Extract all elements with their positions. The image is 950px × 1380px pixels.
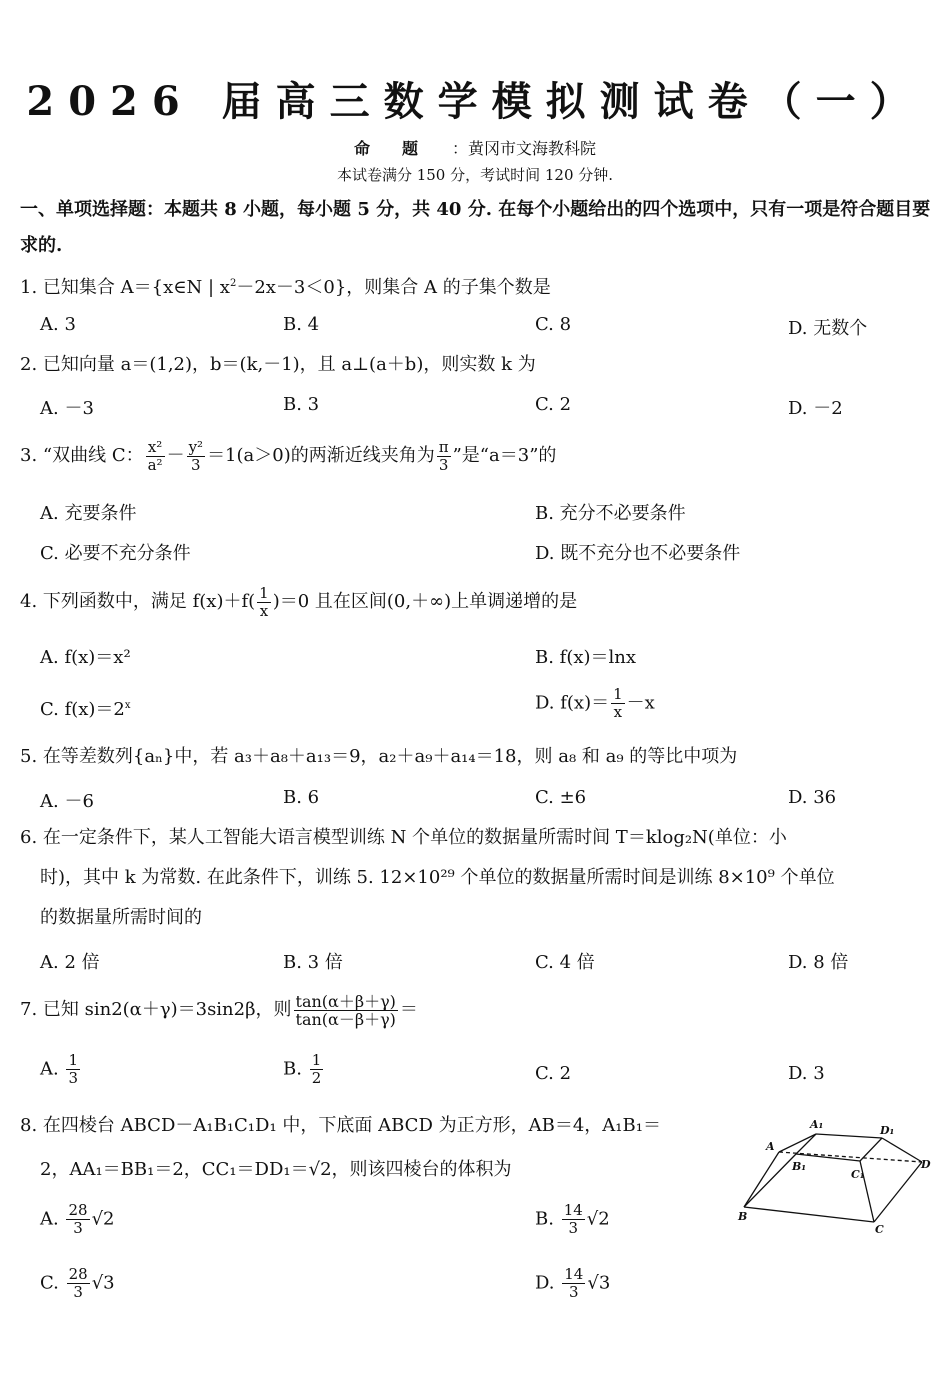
q4-stem-b: )＝0 且在区间(0,＋∞)上单调递增的是 xyxy=(272,591,578,612)
q1-stem-a: 1. 已知集合 A＝{x∈N | x xyxy=(20,277,230,298)
q6-option-c: C. 4 倍 xyxy=(535,952,595,973)
edge-B1B xyxy=(744,1154,796,1207)
edge-A1D1 xyxy=(816,1134,882,1138)
q7-frac: $\frac{\tan(\alpha+\beta+\gamma)}{\tan(\alpha-\beta+\gamma)}$ xyxy=(295,991,396,1029)
q2-option-a: A. －3 xyxy=(40,398,94,419)
question-8-line-1: 8. 在四棱台 ABCD－A₁B₁C₁D₁ 中，下底面 ABCD 为正方形，AB＝4，A₁B₁＝ xyxy=(20,1115,661,1136)
label-A1: A₁ xyxy=(810,1118,824,1131)
q4-frac: $\frac{1}{x}$ xyxy=(259,583,269,620)
q3-minus: － xyxy=(166,445,185,466)
q6-option-a: A. 2 倍 xyxy=(40,952,100,973)
q3-option-c: C. 必要不充分条件 xyxy=(40,543,191,564)
q1-option-b: B. 4 xyxy=(283,314,320,335)
q3-option-a: A. 充要条件 xyxy=(40,503,137,524)
q7-option-c: C. 2 xyxy=(535,1063,572,1084)
q3-frac-3: $\frac{\pi}{3}$ xyxy=(438,437,449,474)
q7-stem-b: ＝ xyxy=(399,999,418,1020)
q3-stem-b: ＝1(a＞0)的两渐近线夹角为 xyxy=(207,445,435,466)
label-D1: D₁ xyxy=(880,1124,895,1137)
question-2: 2. 已知向量 a＝(1,2)，b＝(k,－1)，且 a⊥(a＋b)，则实数 k 为 xyxy=(20,354,536,375)
q4-option-b: B. f(x)＝lnx xyxy=(535,647,637,668)
q6-option-d: D. 8 倍 xyxy=(788,952,849,973)
q1-option-a: A. 3 xyxy=(40,314,76,335)
author-label: 命 题 xyxy=(353,139,418,158)
q7-option-b: B. $\frac{1}{2}$ xyxy=(283,1051,322,1087)
q1-stem-b: －2x－3＜0}，则集合 A 的子集个数是 xyxy=(236,277,551,298)
question-3 xyxy=(20,436,940,476)
edge-AA1 xyxy=(779,1134,816,1152)
edge-CD xyxy=(874,1162,922,1222)
page-title: 2026 届高三数学模拟测试卷（一） xyxy=(26,78,924,125)
q8-option-a: A. $\frac{28}{3}$ √2 xyxy=(40,1201,115,1237)
q4-option-c: C. $f(x)=2^x$ xyxy=(40,699,131,720)
q5-option-b: B. 6 xyxy=(283,787,320,808)
q1-option-d: D. 无数个 xyxy=(788,318,868,339)
label-D: D xyxy=(921,1158,931,1171)
edge-C1D1 xyxy=(860,1138,882,1161)
q4-stem-a: 4. 下列函数中，满足 f(x)＋f( xyxy=(20,591,256,612)
q1-option-c: C. 8 xyxy=(535,314,572,335)
question-5: 5. 在等差数列{aₙ}中，若 a₃＋a₈＋a₁₃＝9，a₂＋a₉＋a₁₄＝18，则 a₈ 和 a₉ 的等比中项为 xyxy=(20,746,738,767)
label-C: C xyxy=(875,1223,884,1236)
q5-option-a: A. －6 xyxy=(40,791,94,812)
section-heading: 一、单项选择题：本题共 8 小题，每小题 5 分，共 40 分. 在每个小题给出的四个选项中，只有一项是符合题目要求的. xyxy=(20,199,931,256)
label-B: B xyxy=(738,1210,748,1223)
q2-option-b: B. 3 xyxy=(283,394,320,415)
q5-option-d: D. 36 xyxy=(788,787,837,808)
q4-option-d: D. f(x)＝ $\frac{1}{x}$ －x xyxy=(535,685,655,721)
q4-option-a: A. f(x)＝x² xyxy=(40,647,131,668)
edge-BC xyxy=(744,1207,874,1222)
q5-option-c: C. ±6 xyxy=(535,787,587,808)
frustum-figure xyxy=(734,1112,934,1237)
q8-option-d: D. $\frac{14}{3}$ √3 xyxy=(535,1265,611,1301)
exam-info: 本试卷满分 150 分，考试时间 120 分钟. xyxy=(336,166,614,184)
question-6-line-3: 的数据量所需时间的 xyxy=(40,907,202,928)
edge-BA xyxy=(744,1152,779,1207)
q8-option-b: B. $\frac{14}{3}$ √2 xyxy=(535,1201,610,1237)
q3-stem-c: ”是“a＝3”的 xyxy=(452,445,557,466)
question-4 xyxy=(20,582,940,622)
q6-option-b: B. 3 倍 xyxy=(283,952,343,973)
q2-option-c: C. 2 xyxy=(535,394,572,415)
edge-D1D xyxy=(882,1138,922,1162)
q3-frac-2: $\frac{\text{y²}}{3}$ xyxy=(188,437,204,474)
q3-option-b: B. 充分不必要条件 xyxy=(535,503,686,524)
q3-option-d: D. 既不充分也不必要条件 xyxy=(535,543,741,564)
label-C1: C₁ xyxy=(851,1168,865,1181)
q3-frac-1: $\frac{\text{x²}}{\text{a²}}$ xyxy=(147,437,163,474)
label-B1: B₁ xyxy=(792,1160,807,1173)
q2-option-d: D. －2 xyxy=(788,398,843,419)
q7-option-d: D. 3 xyxy=(788,1063,825,1084)
label-A: A xyxy=(766,1140,775,1153)
question-1: 1. 已知集合 A＝{x∈N | $x^2-2x-3<0$}，则集合 A 的子集个数是 xyxy=(20,277,551,298)
author-value: ：黄冈市文海教科院 xyxy=(452,139,597,158)
question-6-line-1: 6. 在一定条件下，某人工智能大语言模型训练 N 个单位的数据量所需时间 T＝klog₂N(单位：小 xyxy=(20,827,787,848)
q7-option-a: A. $\frac{1}{3}$ xyxy=(40,1051,79,1087)
question-6-line-2: 时)，其中 k 为常数. 在此条件下，训练 5. 12×10²⁹ 个单位的数据量所需时间是训练 8×10⁹ 个单位 xyxy=(40,867,835,888)
q3-stem-a: 3. “双曲线 C： xyxy=(20,445,144,466)
edge-A1B1 xyxy=(796,1134,816,1154)
q8-option-c: C. $\frac{28}{3}$ √3 xyxy=(40,1265,115,1301)
question-7 xyxy=(20,990,940,1030)
question-8-line-2: 2，AA₁＝BB₁＝2，CC₁＝DD₁＝√2，则该四棱台的体积为 xyxy=(40,1159,512,1180)
q7-stem-a: 7. 已知 sin2(α＋γ)＝3sin2β，则 xyxy=(20,999,292,1020)
author-line xyxy=(0,136,950,159)
